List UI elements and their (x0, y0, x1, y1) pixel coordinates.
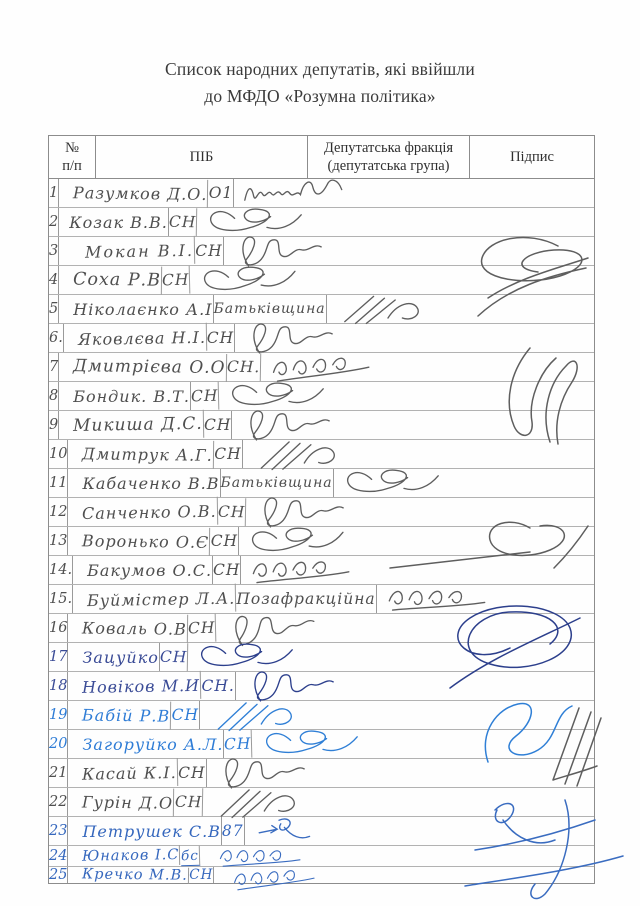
table-body (49, 179, 594, 883)
deputy-name: Мокан В.І. (59, 236, 195, 266)
table-row (49, 208, 594, 237)
deputy-faction: СН (213, 556, 241, 584)
row-number: 18 (49, 672, 68, 700)
row-number: 6. (49, 324, 64, 352)
header-number-line1: № (65, 140, 79, 156)
deputy-name: Дмитрієва О.О (59, 352, 227, 382)
row-number: 20 (49, 730, 68, 758)
deputy-name: Соха Р.В (59, 265, 162, 294)
header-signature-line1: Підпис (510, 149, 554, 165)
table-row (49, 266, 594, 295)
table-row (49, 556, 594, 585)
row-number: 11 (49, 469, 68, 497)
deputy-name: Юнаков І.С (68, 845, 181, 867)
table-row (49, 440, 594, 469)
deputy-faction: СН (224, 730, 253, 759)
table-header-row (49, 136, 594, 179)
row-number: 25 (49, 867, 68, 883)
header-number-line2: п/п (62, 158, 82, 174)
deputy-name: Бондик. В.Т. (59, 382, 191, 410)
row-number: 4 (49, 266, 59, 294)
deputy-faction: СН (207, 324, 235, 352)
deputy-name: Кабаченко В.В (68, 469, 220, 497)
table-row (49, 382, 594, 411)
row-number: 7 (49, 353, 59, 381)
header-faction-line2: (депутатська група) (327, 158, 450, 174)
table-row (49, 237, 594, 266)
row-number: 14. (49, 556, 73, 584)
deputy-name: Бабій Р.В (68, 700, 172, 729)
table-row (49, 867, 594, 883)
table-row (49, 817, 594, 846)
header-name (96, 136, 308, 178)
table-row (49, 672, 594, 701)
row-number: 5 (49, 295, 59, 323)
row-number: 8 (49, 382, 59, 410)
row-number: 12 (49, 498, 68, 526)
deputy-faction: СН (218, 498, 247, 526)
deputy-name: Касай К.І. (68, 758, 178, 788)
deputy-faction: Позафракційна (236, 585, 376, 613)
deputy-faction: О1 (209, 179, 235, 207)
row-number: 15. (49, 585, 73, 613)
signature-scrawl (214, 861, 337, 895)
deputy-faction: СН (211, 527, 239, 555)
deputy-faction: бс (181, 846, 200, 866)
header-faction (308, 136, 470, 178)
row-number: 17 (49, 643, 68, 671)
deputy-name: Санченко О.В. (68, 497, 218, 528)
deputy-name: Разумков Д.О. (59, 178, 209, 208)
row-number: 21 (49, 759, 68, 787)
row-number: 3 (49, 237, 59, 265)
deputy-faction: Батьківщина (221, 469, 334, 497)
deputy-faction: СН (195, 237, 223, 265)
row-number: 10 (49, 440, 68, 468)
deputy-faction: 87 (222, 817, 245, 845)
row-number: 19 (49, 701, 68, 729)
deputy-name: Козак В.В. (59, 208, 169, 236)
deputy-name: Загоруйко А.Л. (68, 730, 224, 758)
header-signature (470, 136, 594, 178)
row-number: 16 (49, 614, 68, 642)
row-number: 1 (49, 179, 59, 207)
deputy-faction: СН (169, 208, 198, 236)
row-number: 23 (49, 817, 68, 845)
deputy-name: Яковлєва Н.І. (64, 323, 207, 353)
row-number: 9 (49, 411, 59, 439)
table-row (49, 179, 594, 208)
deputy-faction: СН (189, 867, 214, 883)
deputy-name: Буймістер Л.А. (73, 584, 237, 615)
table-row (49, 295, 594, 324)
deputy-faction: Батьківщина (214, 295, 327, 323)
deputy-name: Кречко М.В. (68, 866, 189, 883)
title-line-1: Список народних депутатів, які ввійшли (165, 59, 475, 79)
document-title (0, 56, 640, 110)
signature-scrawl (241, 552, 363, 588)
deputy-name: Гурін Д.О (68, 787, 174, 816)
deputy-faction: СН. (201, 672, 235, 700)
deputy-faction: СН (178, 759, 206, 787)
deputy-faction: СН (214, 440, 242, 468)
table-row (49, 614, 594, 643)
deputy-name: Бакумов О.С. (73, 556, 213, 584)
header-number (49, 136, 96, 178)
deputy-faction: СН (160, 643, 189, 671)
deputy-faction: СН (188, 614, 217, 643)
title-line-2: до МФДО «Розумна політика» (204, 86, 436, 106)
table-row (49, 730, 594, 759)
deputy-name: Зацуйко (68, 643, 159, 671)
deputy-name: Петрушек С.В (68, 817, 221, 845)
row-number: 13 (49, 527, 68, 555)
deputy-faction: СН. (227, 353, 262, 382)
row-number: 2 (49, 208, 59, 236)
deputy-name: Дмитрук А.Г. (68, 439, 214, 469)
deputy-name: Воронько О.Є (68, 526, 211, 556)
deputy-name: Ніколаєнко А.І (59, 295, 213, 323)
deputy-faction: СН (204, 411, 232, 439)
header-faction-line1: Депутатська фракція (323, 140, 454, 156)
deputy-name: Микиша Д.С. (59, 410, 204, 441)
table-row (49, 643, 594, 672)
deputy-name: Новіков М.И (68, 671, 201, 701)
deputy-faction: СН (162, 266, 191, 295)
header-name-line1: ПІБ (189, 149, 214, 165)
deputy-name: Коваль О.В (68, 613, 188, 642)
row-number: 24 (49, 848, 68, 864)
deputy-faction: СН (191, 382, 220, 411)
row-number: 22 (49, 788, 68, 816)
deputies-table (48, 135, 595, 884)
deputy-faction: СН (174, 788, 203, 816)
deputy-faction: СН (172, 701, 200, 729)
